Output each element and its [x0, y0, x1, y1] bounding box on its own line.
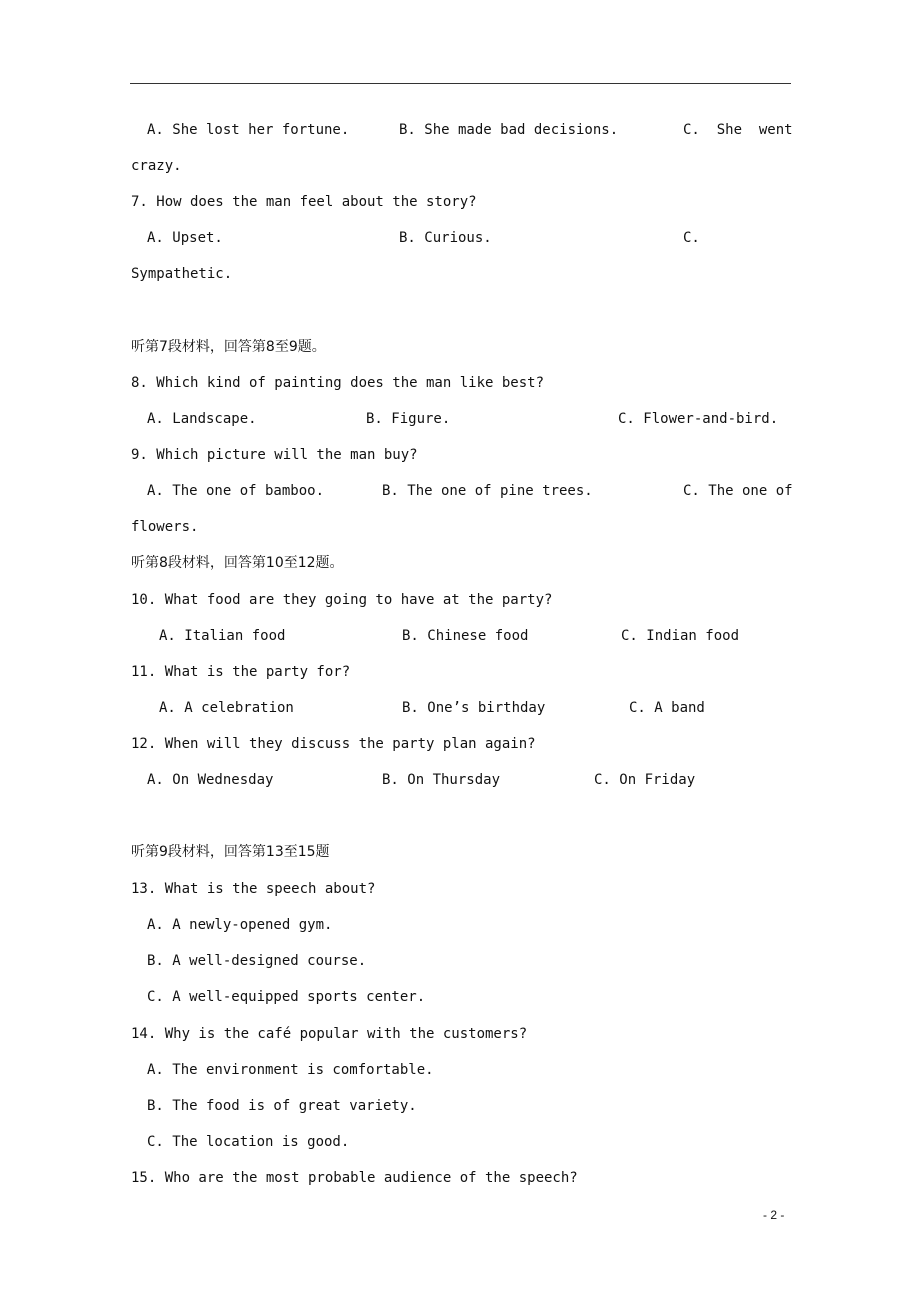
question-text: 7. How does the man feel about the story? [131, 194, 477, 210]
answer-option: A. Upset. [147, 230, 223, 246]
answer-option: A. Landscape. [147, 411, 257, 427]
answer-option: B. On Thursday [382, 772, 501, 788]
question-text: 13. What is the speech about? [131, 881, 376, 897]
page-number: - 2 - [763, 1208, 785, 1222]
answer-option: Sympathetic. [131, 266, 233, 282]
answer-option: C. The one of [683, 483, 793, 499]
question-text: 14. Why is the café popular with the customers? [131, 1026, 528, 1042]
question-text: 9. Which picture will the man buy? [131, 447, 418, 463]
answer-option: B. Curious. [399, 230, 492, 246]
question-text: 11. What is the party for? [131, 664, 351, 680]
question-text: 10. What food are they going to have at the party? [131, 592, 553, 608]
answer-option: C. [683, 230, 700, 246]
answer-option: A. A newly-opened gym. [147, 917, 333, 933]
answer-option: crazy. [131, 158, 182, 174]
answer-option: C. A band [629, 700, 705, 716]
answer-option: C. On Friday [594, 772, 696, 788]
answer-option: B. The one of pine trees. [382, 483, 593, 499]
answer-option: B. A well-designed course. [147, 953, 367, 969]
answer-option: C. Flower-and-bird. [618, 411, 779, 427]
answer-option: flowers. [131, 519, 199, 535]
answer-option: A. Italian food [159, 628, 286, 644]
answer-option: C. Indian food [621, 628, 740, 644]
answer-option: C. A well-equipped sports center. [147, 989, 426, 1005]
answer-option: A. She lost her fortune. [147, 122, 350, 138]
section-instruction: 听第7段材料，回答第8至9题。 [131, 339, 326, 355]
answer-option: B. She made bad decisions. [399, 122, 619, 138]
answer-option: B. Chinese food [402, 628, 529, 644]
answer-option: A. A celebration [159, 700, 294, 716]
question-text: 15. Who are the most probable audience of the speech? [131, 1170, 578, 1186]
section-instruction: 听第8段材料，回答第10至12题。 [131, 555, 344, 571]
answer-option: B. Figure. [366, 411, 451, 427]
section-instruction: 听第9段材料，回答第13至15题 [131, 844, 330, 860]
answer-option: C. She went [683, 122, 793, 138]
question-text: 8. Which kind of painting does the man like best? [131, 375, 545, 391]
answer-option: B. The food is of great variety. [147, 1098, 417, 1114]
answer-option: A. The one of bamboo. [147, 483, 325, 499]
question-text: 12. When will they discuss the party plan again? [131, 736, 536, 752]
answer-option: C. The location is good. [147, 1134, 350, 1150]
answer-option: B. One’s birthday [402, 700, 546, 716]
answer-option: A. The environment is comfortable. [147, 1062, 434, 1078]
header-rule [130, 83, 791, 84]
answer-option: A. On Wednesday [147, 772, 274, 788]
